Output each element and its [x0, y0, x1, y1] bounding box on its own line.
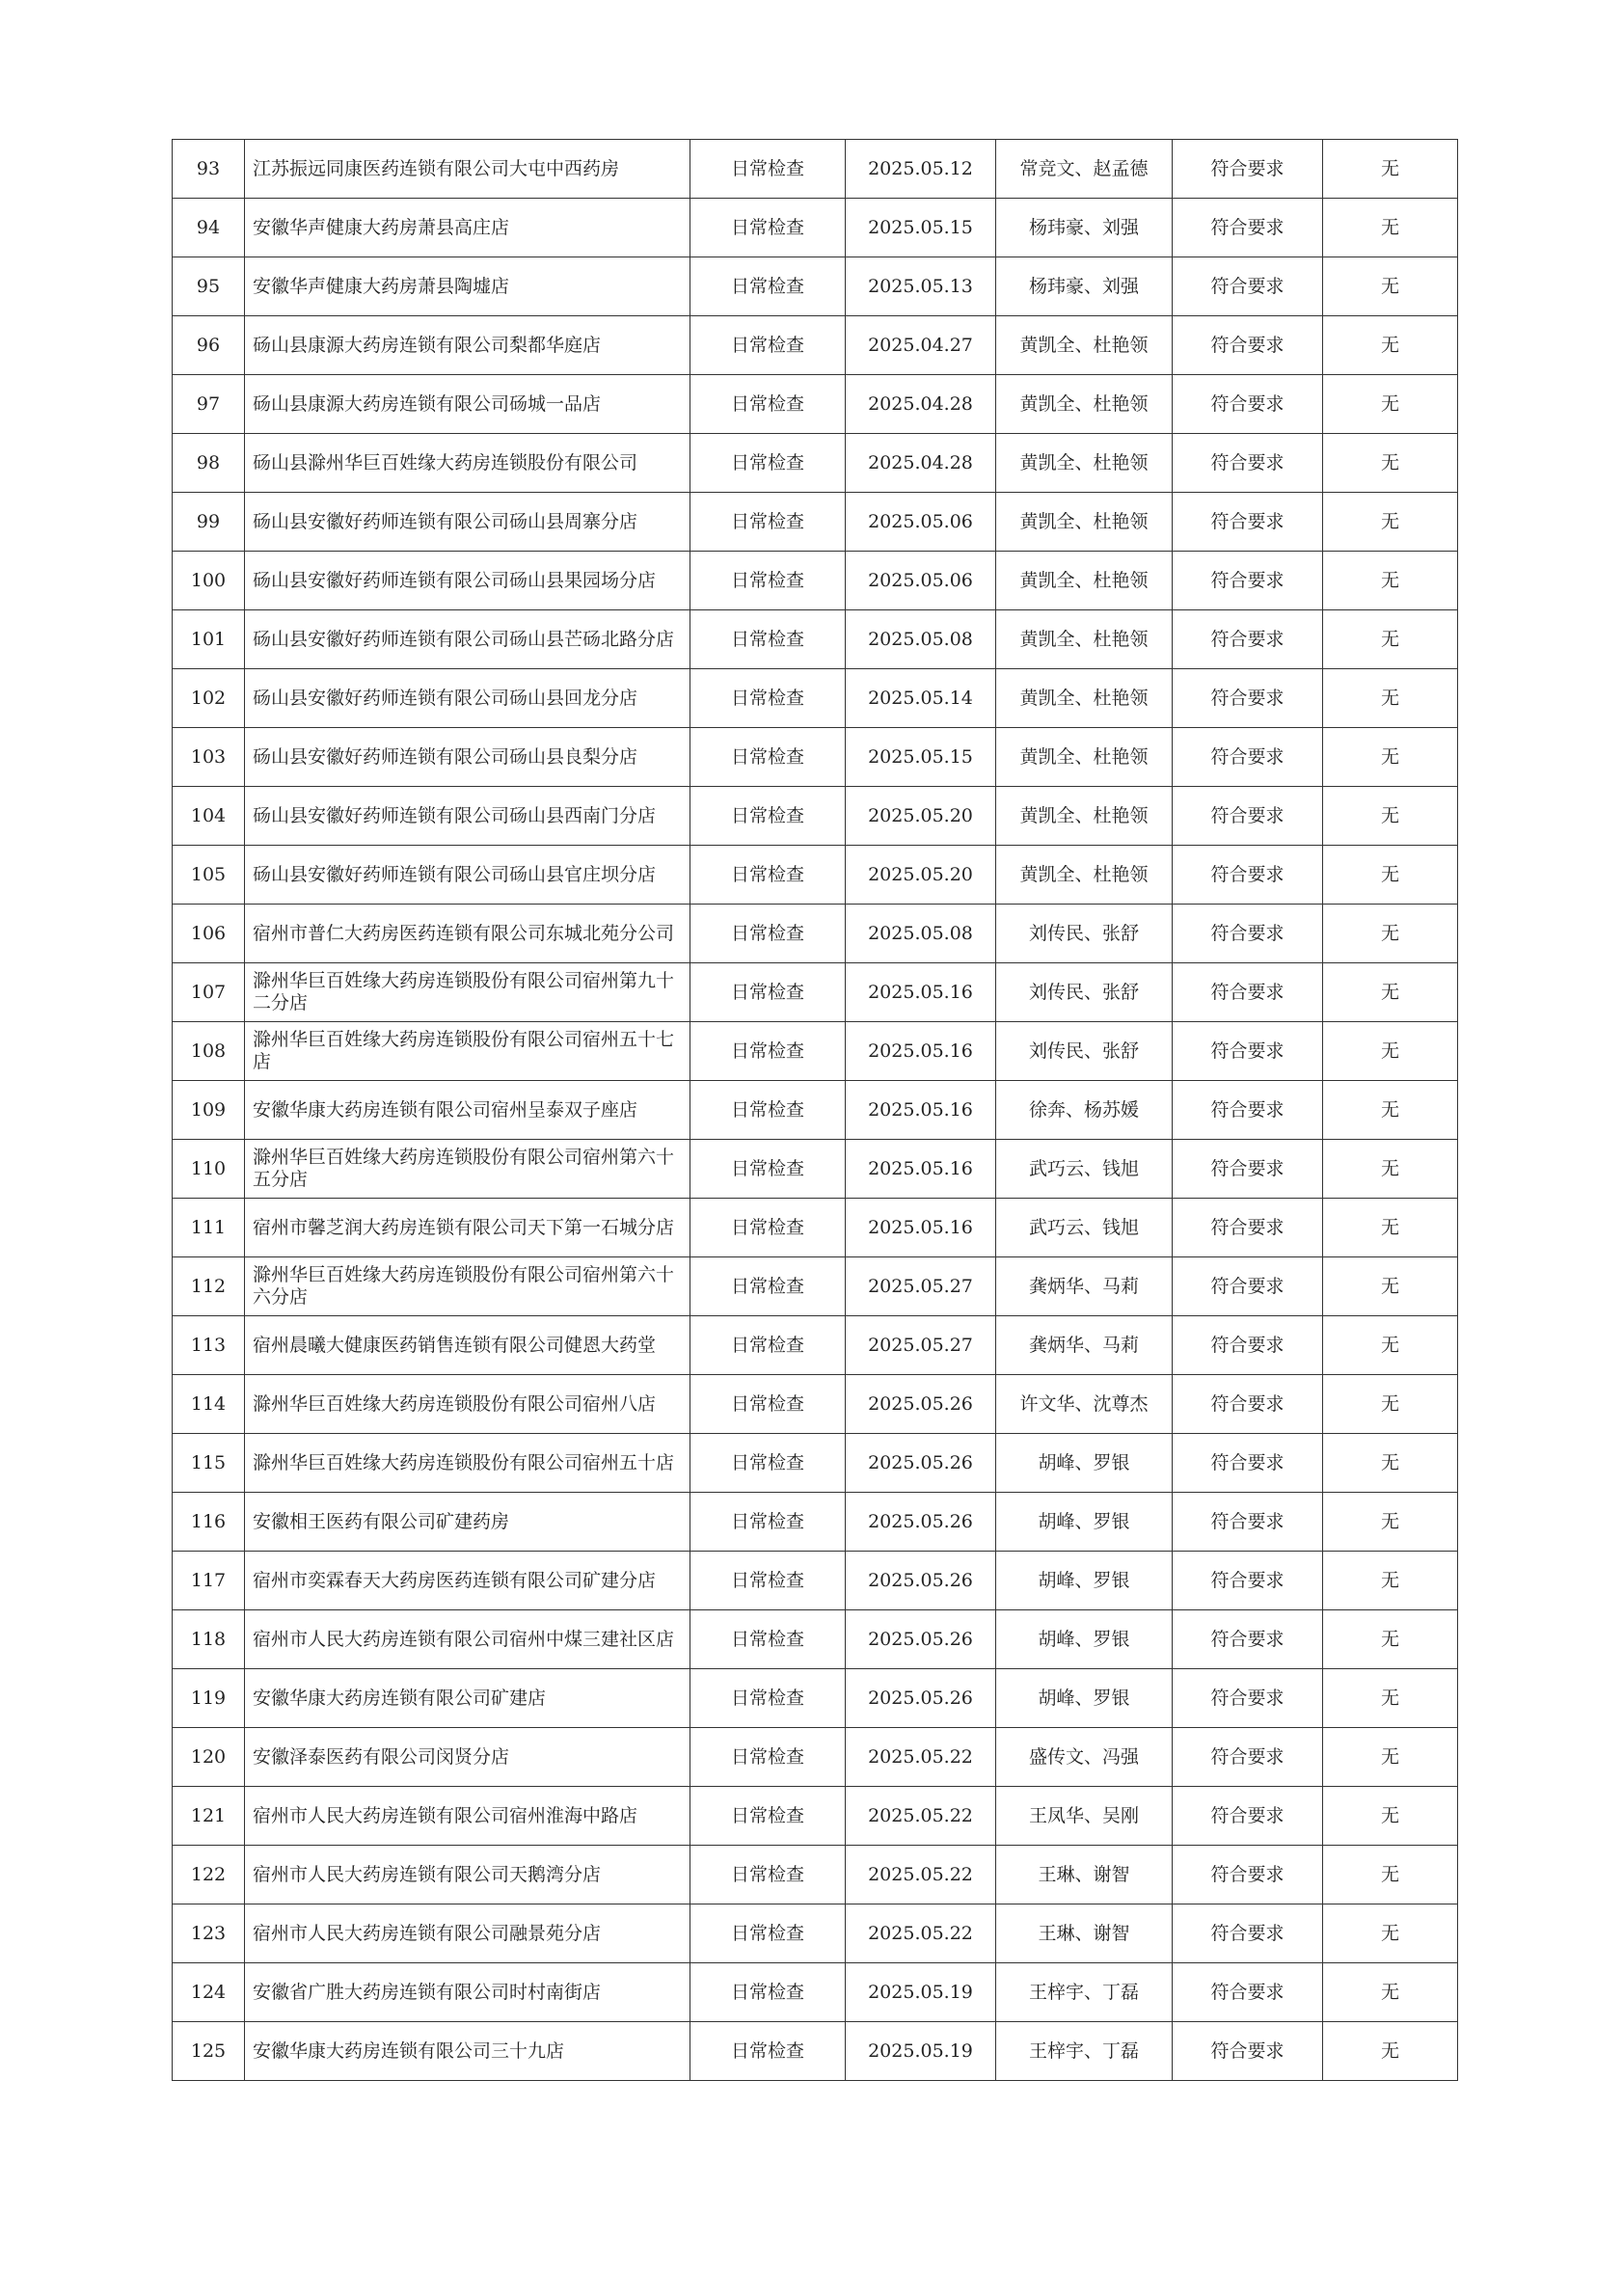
table-row [173, 1434, 1458, 1493]
inspectors: 龚炳华、马莉 [996, 1257, 1173, 1316]
issues-found: 无 [1323, 787, 1458, 846]
store-name: 宿州市人民大药房连锁有限公司宿州淮海中路店 [245, 1787, 690, 1846]
store-name: 砀山县康源大药房连锁有限公司砀城一品店 [245, 375, 690, 434]
issues-found: 无 [1323, 316, 1458, 375]
row-number: 115 [173, 1434, 245, 1493]
store-name: 安徽华康大药房连锁有限公司矿建店 [245, 1669, 690, 1728]
inspection-result: 符合要求 [1173, 787, 1323, 846]
inspection-date: 2025.05.26 [846, 1669, 996, 1728]
table-row [173, 1904, 1458, 1963]
inspection-date: 2025.04.27 [846, 316, 996, 375]
inspection-result: 符合要求 [1173, 140, 1323, 199]
inspection-type: 日常检查 [690, 1199, 846, 1257]
issues-found: 无 [1323, 552, 1458, 610]
inspection-result: 符合要求 [1173, 375, 1323, 434]
inspection-result: 符合要求 [1173, 2022, 1323, 2081]
inspection-result: 符合要求 [1173, 728, 1323, 787]
store-name: 安徽华声健康大药房萧县陶墟店 [245, 257, 690, 316]
store-name: 宿州市普仁大药房医药连锁有限公司东城北苑分公司 [245, 905, 690, 963]
inspection-type: 日常检查 [690, 257, 846, 316]
inspection-type: 日常检查 [690, 1022, 846, 1081]
inspection-type: 日常检查 [690, 1669, 846, 1728]
inspection-result: 符合要求 [1173, 1257, 1323, 1316]
inspectors: 徐奔、杨苏媛 [996, 1081, 1173, 1140]
table-row [173, 2022, 1458, 2081]
inspection-type: 日常检查 [690, 140, 846, 199]
row-number: 124 [173, 1963, 245, 2022]
table-row [173, 316, 1458, 375]
table-row [173, 1552, 1458, 1610]
inspection-date: 2025.05.06 [846, 552, 996, 610]
inspectors: 胡峰、罗银 [996, 1493, 1173, 1552]
inspection-date: 2025.05.08 [846, 610, 996, 669]
inspection-result: 符合要求 [1173, 1669, 1323, 1728]
store-name: 滁州华巨百姓缘大药房连锁股份有限公司宿州第六十五分店 [245, 1140, 690, 1199]
store-name: 滁州华巨百姓缘大药房连锁股份有限公司宿州八店 [245, 1375, 690, 1434]
table-row [173, 140, 1458, 199]
store-name: 安徽华康大药房连锁有限公司宿州呈泰双子座店 [245, 1081, 690, 1140]
row-number: 94 [173, 199, 245, 257]
inspection-result: 符合要求 [1173, 493, 1323, 552]
table-row [173, 1669, 1458, 1728]
issues-found: 无 [1323, 1963, 1458, 2022]
inspection-type: 日常检查 [690, 1140, 846, 1199]
issues-found: 无 [1323, 1081, 1458, 1140]
table-row [173, 669, 1458, 728]
store-name: 砀山县安徽好药师连锁有限公司砀山县官庄坝分店 [245, 846, 690, 905]
inspection-date: 2025.05.26 [846, 1375, 996, 1434]
issues-found: 无 [1323, 1787, 1458, 1846]
inspection-result: 符合要求 [1173, 1610, 1323, 1669]
row-number: 98 [173, 434, 245, 493]
inspection-result: 符合要求 [1173, 1728, 1323, 1787]
issues-found: 无 [1323, 375, 1458, 434]
inspection-type: 日常检查 [690, 1846, 846, 1904]
inspection-type: 日常检查 [690, 1963, 846, 2022]
table-row [173, 1728, 1458, 1787]
row-number: 99 [173, 493, 245, 552]
issues-found: 无 [1323, 669, 1458, 728]
inspectors: 刘传民、张舒 [996, 905, 1173, 963]
issues-found: 无 [1323, 610, 1458, 669]
inspection-result: 符合要求 [1173, 1846, 1323, 1904]
inspection-result: 符合要求 [1173, 963, 1323, 1022]
inspectors: 黄凯全、杜艳领 [996, 316, 1173, 375]
inspection-result: 符合要求 [1173, 846, 1323, 905]
store-name: 宿州市奕霖春天大药房医药连锁有限公司矿建分店 [245, 1552, 690, 1610]
row-number: 102 [173, 669, 245, 728]
store-name: 滁州华巨百姓缘大药房连锁股份有限公司宿州第九十二分店 [245, 963, 690, 1022]
issues-found: 无 [1323, 1610, 1458, 1669]
inspection-date: 2025.05.26 [846, 1434, 996, 1493]
inspection-type: 日常检查 [690, 1904, 846, 1963]
inspection-result: 符合要求 [1173, 669, 1323, 728]
inspection-date: 2025.05.12 [846, 140, 996, 199]
store-name: 安徽相王医药有限公司矿建药房 [245, 1493, 690, 1552]
row-number: 107 [173, 963, 245, 1022]
inspection-result: 符合要求 [1173, 257, 1323, 316]
table-row [173, 375, 1458, 434]
issues-found: 无 [1323, 2022, 1458, 2081]
inspectors: 胡峰、罗银 [996, 1610, 1173, 1669]
inspection-type: 日常检查 [690, 1610, 846, 1669]
inspection-type: 日常检查 [690, 375, 846, 434]
store-name: 砀山县安徽好药师连锁有限公司砀山县芒砀北路分店 [245, 610, 690, 669]
inspection-type: 日常检查 [690, 669, 846, 728]
issues-found: 无 [1323, 434, 1458, 493]
issues-found: 无 [1323, 493, 1458, 552]
inspectors: 盛传文、冯强 [996, 1728, 1173, 1787]
table-row [173, 846, 1458, 905]
inspection-date: 2025.05.26 [846, 1552, 996, 1610]
issues-found: 无 [1323, 1493, 1458, 1552]
table-row [173, 552, 1458, 610]
inspectors: 刘传民、张舒 [996, 963, 1173, 1022]
inspection-date: 2025.05.26 [846, 1493, 996, 1552]
inspection-type: 日常检查 [690, 2022, 846, 2081]
row-number: 105 [173, 846, 245, 905]
inspection-date: 2025.05.20 [846, 846, 996, 905]
row-number: 117 [173, 1552, 245, 1610]
store-name: 安徽泽泰医药有限公司闵贤分店 [245, 1728, 690, 1787]
inspection-date: 2025.05.06 [846, 493, 996, 552]
inspection-date: 2025.04.28 [846, 434, 996, 493]
inspection-date: 2025.05.19 [846, 2022, 996, 2081]
inspectors: 黄凯全、杜艳领 [996, 375, 1173, 434]
table-row [173, 1787, 1458, 1846]
table-row [173, 1316, 1458, 1375]
table-row [173, 1493, 1458, 1552]
table-row [173, 1081, 1458, 1140]
row-number: 101 [173, 610, 245, 669]
inspectors: 许文华、沈尊杰 [996, 1375, 1173, 1434]
store-name: 宿州市人民大药房连锁有限公司宿州中煤三建社区店 [245, 1610, 690, 1669]
table-row [173, 199, 1458, 257]
issues-found: 无 [1323, 963, 1458, 1022]
inspection-type: 日常检查 [690, 1787, 846, 1846]
issues-found: 无 [1323, 1022, 1458, 1081]
inspectors: 杨玮豪、刘强 [996, 257, 1173, 316]
table-row [173, 787, 1458, 846]
inspection-type: 日常检查 [690, 434, 846, 493]
table-row [173, 434, 1458, 493]
store-name: 宿州市馨芝润大药房连锁有限公司天下第一石城分店 [245, 1199, 690, 1257]
store-name: 砀山县滁州华巨百姓缘大药房连锁股份有限公司 [245, 434, 690, 493]
inspection-type: 日常检查 [690, 1375, 846, 1434]
store-name: 砀山县安徽好药师连锁有限公司砀山县回龙分店 [245, 669, 690, 728]
inspectors: 黄凯全、杜艳领 [996, 552, 1173, 610]
store-name: 砀山县安徽好药师连锁有限公司砀山县果园场分店 [245, 552, 690, 610]
inspectors: 杨玮豪、刘强 [996, 199, 1173, 257]
inspection-type: 日常检查 [690, 316, 846, 375]
inspection-date: 2025.05.14 [846, 669, 996, 728]
inspectors: 胡峰、罗银 [996, 1552, 1173, 1610]
inspection-result: 符合要求 [1173, 1199, 1323, 1257]
table-row [173, 610, 1458, 669]
issues-found: 无 [1323, 1904, 1458, 1963]
store-name: 安徽华康大药房连锁有限公司三十九店 [245, 2022, 690, 2081]
store-name: 滁州华巨百姓缘大药房连锁股份有限公司宿州五十七店 [245, 1022, 690, 1081]
row-number: 120 [173, 1728, 245, 1787]
store-name: 砀山县康源大药房连锁有限公司梨都华庭店 [245, 316, 690, 375]
inspectors: 黄凯全、杜艳领 [996, 669, 1173, 728]
issues-found: 无 [1323, 1846, 1458, 1904]
inspection-date: 2025.05.16 [846, 1140, 996, 1199]
inspectors: 王琳、谢智 [996, 1904, 1173, 1963]
table-row [173, 493, 1458, 552]
row-number: 109 [173, 1081, 245, 1140]
inspection-date: 2025.05.19 [846, 1963, 996, 2022]
issues-found: 无 [1323, 257, 1458, 316]
inspection-date: 2025.05.08 [846, 905, 996, 963]
inspection-date: 2025.05.22 [846, 1846, 996, 1904]
row-number: 112 [173, 1257, 245, 1316]
issues-found: 无 [1323, 1728, 1458, 1787]
row-number: 119 [173, 1669, 245, 1728]
store-name: 滁州华巨百姓缘大药房连锁股份有限公司宿州五十店 [245, 1434, 690, 1493]
row-number: 110 [173, 1140, 245, 1199]
store-name: 砀山县安徽好药师连锁有限公司砀山县西南门分店 [245, 787, 690, 846]
issues-found: 无 [1323, 1199, 1458, 1257]
row-number: 104 [173, 787, 245, 846]
inspection-type: 日常检查 [690, 1316, 846, 1375]
store-name: 宿州市人民大药房连锁有限公司融景苑分店 [245, 1904, 690, 1963]
row-number: 106 [173, 905, 245, 963]
inspection-result: 符合要求 [1173, 1552, 1323, 1610]
table-row [173, 257, 1458, 316]
inspection-type: 日常检查 [690, 1081, 846, 1140]
table-row [173, 1140, 1458, 1199]
store-name: 宿州市人民大药房连锁有限公司天鹅湾分店 [245, 1846, 690, 1904]
inspection-result: 符合要求 [1173, 1904, 1323, 1963]
inspection-type: 日常检查 [690, 963, 846, 1022]
table-body [173, 140, 1458, 2081]
inspectors: 武巧云、钱旭 [996, 1140, 1173, 1199]
table-row [173, 905, 1458, 963]
inspection-result: 符合要求 [1173, 1787, 1323, 1846]
inspection-date: 2025.05.16 [846, 1081, 996, 1140]
inspection-result: 符合要求 [1173, 905, 1323, 963]
row-number: 113 [173, 1316, 245, 1375]
issues-found: 无 [1323, 1257, 1458, 1316]
table-row [173, 1022, 1458, 1081]
inspectors: 黄凯全、杜艳领 [996, 610, 1173, 669]
store-name: 砀山县安徽好药师连锁有限公司砀山县周寨分店 [245, 493, 690, 552]
inspectors: 胡峰、罗银 [996, 1434, 1173, 1493]
inspectors: 王凤华、吴刚 [996, 1787, 1173, 1846]
inspection-result: 符合要求 [1173, 1434, 1323, 1493]
issues-found: 无 [1323, 1140, 1458, 1199]
inspection-date: 2025.05.13 [846, 257, 996, 316]
store-name: 滁州华巨百姓缘大药房连锁股份有限公司宿州第六十六分店 [245, 1257, 690, 1316]
issues-found: 无 [1323, 846, 1458, 905]
store-name: 江苏振远同康医药连锁有限公司大屯中西药房 [245, 140, 690, 199]
inspectors: 胡峰、罗银 [996, 1669, 1173, 1728]
inspection-type: 日常检查 [690, 728, 846, 787]
store-name: 安徽华声健康大药房萧县高庄店 [245, 199, 690, 257]
table-row [173, 1375, 1458, 1434]
inspection-type: 日常检查 [690, 1493, 846, 1552]
inspection-result: 符合要求 [1173, 1963, 1323, 2022]
inspection-date: 2025.04.28 [846, 375, 996, 434]
inspection-date: 2025.05.20 [846, 787, 996, 846]
inspection-date: 2025.05.15 [846, 199, 996, 257]
row-number: 96 [173, 316, 245, 375]
inspection-type: 日常检查 [690, 1257, 846, 1316]
inspection-date: 2025.05.15 [846, 728, 996, 787]
issues-found: 无 [1323, 728, 1458, 787]
issues-found: 无 [1323, 199, 1458, 257]
table-row [173, 1963, 1458, 2022]
inspection-date: 2025.05.27 [846, 1257, 996, 1316]
inspection-type: 日常检查 [690, 493, 846, 552]
row-number: 121 [173, 1787, 245, 1846]
row-number: 123 [173, 1904, 245, 1963]
inspection-result: 符合要求 [1173, 199, 1323, 257]
inspection-result: 符合要求 [1173, 552, 1323, 610]
inspection-date: 2025.05.26 [846, 1610, 996, 1669]
inspectors: 常竞文、赵孟德 [996, 140, 1173, 199]
inspection-result: 符合要求 [1173, 1140, 1323, 1199]
row-number: 100 [173, 552, 245, 610]
inspection-type: 日常检查 [690, 787, 846, 846]
inspection-table [172, 139, 1458, 2081]
issues-found: 无 [1323, 1316, 1458, 1375]
issues-found: 无 [1323, 1552, 1458, 1610]
table-row [173, 1199, 1458, 1257]
inspection-date: 2025.05.16 [846, 1199, 996, 1257]
store-name: 安徽省广胜大药房连锁有限公司时村南街店 [245, 1963, 690, 2022]
row-number: 95 [173, 257, 245, 316]
issues-found: 无 [1323, 905, 1458, 963]
table-row [173, 1846, 1458, 1904]
inspection-type: 日常检查 [690, 846, 846, 905]
row-number: 114 [173, 1375, 245, 1434]
row-number: 125 [173, 2022, 245, 2081]
inspection-type: 日常检查 [690, 1728, 846, 1787]
inspection-type: 日常检查 [690, 1552, 846, 1610]
table-row [173, 1257, 1458, 1316]
inspectors: 黄凯全、杜艳领 [996, 493, 1173, 552]
inspection-date: 2025.05.22 [846, 1787, 996, 1846]
row-number: 118 [173, 1610, 245, 1669]
inspection-result: 符合要求 [1173, 316, 1323, 375]
table-row [173, 963, 1458, 1022]
inspectors: 王梓宇、丁磊 [996, 2022, 1173, 2081]
inspectors: 黄凯全、杜艳领 [996, 846, 1173, 905]
inspectors: 黄凯全、杜艳领 [996, 434, 1173, 493]
table-row [173, 728, 1458, 787]
store-name: 宿州晨曦大健康医药销售连锁有限公司健恩大药堂 [245, 1316, 690, 1375]
inspectors: 黄凯全、杜艳领 [996, 787, 1173, 846]
inspection-result: 符合要求 [1173, 434, 1323, 493]
inspection-date: 2025.05.22 [846, 1904, 996, 1963]
inspection-date: 2025.05.27 [846, 1316, 996, 1375]
inspection-type: 日常检查 [690, 199, 846, 257]
row-number: 93 [173, 140, 245, 199]
inspectors: 武巧云、钱旭 [996, 1199, 1173, 1257]
row-number: 103 [173, 728, 245, 787]
issues-found: 无 [1323, 1669, 1458, 1728]
row-number: 111 [173, 1199, 245, 1257]
inspection-result: 符合要求 [1173, 1375, 1323, 1434]
inspectors: 黄凯全、杜艳领 [996, 728, 1173, 787]
inspection-result: 符合要求 [1173, 1081, 1323, 1140]
inspection-type: 日常检查 [690, 610, 846, 669]
row-number: 116 [173, 1493, 245, 1552]
inspection-result: 符合要求 [1173, 1316, 1323, 1375]
inspection-date: 2025.05.16 [846, 963, 996, 1022]
inspectors: 王梓宇、丁磊 [996, 1963, 1173, 2022]
inspection-type: 日常检查 [690, 552, 846, 610]
inspection-result: 符合要求 [1173, 1022, 1323, 1081]
row-number: 108 [173, 1022, 245, 1081]
issues-found: 无 [1323, 1375, 1458, 1434]
inspectors: 王琳、谢智 [996, 1846, 1173, 1904]
inspection-type: 日常检查 [690, 905, 846, 963]
inspection-date: 2025.05.22 [846, 1728, 996, 1787]
table-row [173, 1610, 1458, 1669]
inspection-result: 符合要求 [1173, 610, 1323, 669]
inspection-type: 日常检查 [690, 1434, 846, 1493]
inspectors: 刘传民、张舒 [996, 1022, 1173, 1081]
inspection-date: 2025.05.16 [846, 1022, 996, 1081]
inspectors: 龚炳华、马莉 [996, 1316, 1173, 1375]
issues-found: 无 [1323, 1434, 1458, 1493]
inspection-result: 符合要求 [1173, 1493, 1323, 1552]
issues-found: 无 [1323, 140, 1458, 199]
row-number: 122 [173, 1846, 245, 1904]
store-name: 砀山县安徽好药师连锁有限公司砀山县良梨分店 [245, 728, 690, 787]
row-number: 97 [173, 375, 245, 434]
